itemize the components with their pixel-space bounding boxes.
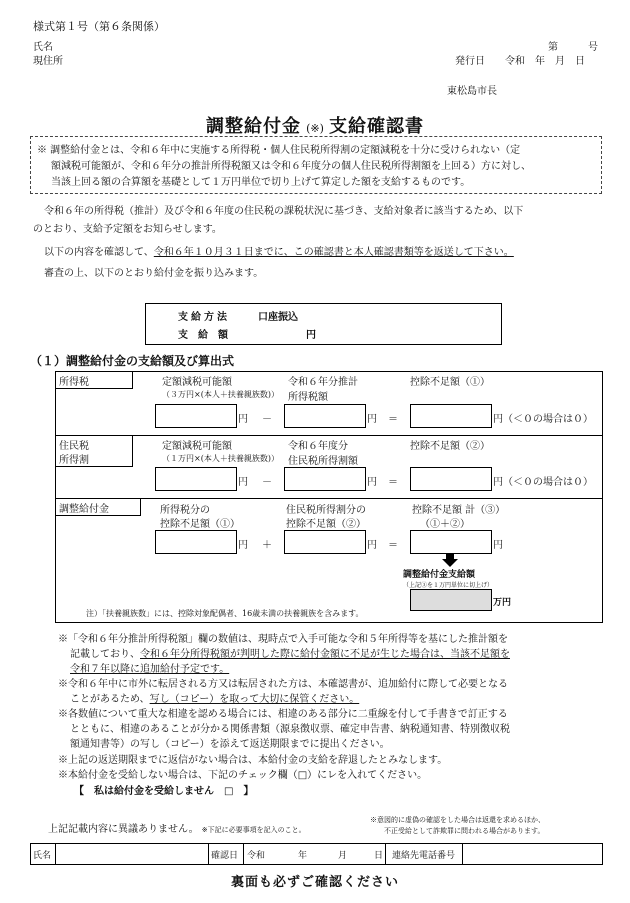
sig-phone-label: 連絡先電話番号 — [392, 851, 456, 861]
definition-note — [30, 136, 602, 194]
note-2c: 写し（コピー）を取って大切に保管ください。 — [149, 694, 360, 705]
adjustment-plus: ＋ — [262, 540, 272, 551]
intro-p1a: 令和６年の所得税（推計）及び令和６年度の住民税の課税状況に基づき、支給対象者に該当するため、以下 — [44, 206, 524, 217]
adjustment-unit-1: 円 — [238, 540, 248, 551]
note-2-line2 — [70, 690, 359, 705]
adjustment-unit-3: 円 — [493, 540, 503, 551]
adjustment-col2-title-b: 控除不足額（②） — [286, 519, 366, 530]
sig-divider-1 — [55, 843, 56, 864]
note-1a: ※「令和６年分推計所得税額」欄の数値は、現時点で入手可能な令和５年所得等を基にした推計額を — [58, 634, 508, 645]
sig-divider-2 — [208, 843, 209, 864]
title-main: 調整給付金 — [206, 116, 301, 137]
title-sub: 支給確認書 — [329, 116, 424, 137]
income-tax-equals: ＝ — [388, 414, 398, 425]
note-2a: ※令和６年中に市外に転居される方又は転居された方は、本確認書が、追加給付に際して必要となる — [58, 679, 508, 690]
payment-amount-label: 支給額 — [178, 330, 238, 341]
result-title: 調整給付金支給額 — [403, 570, 476, 580]
decline-checkbox-line[interactable]: 【 私は給付金を受給しません □ 】 — [74, 786, 254, 797]
income-tax-label: 所得税 — [59, 377, 89, 388]
adjustment-col1-title-b: 控除不足額（①） — [160, 519, 240, 530]
adjustment-col2-title-a: 住民税所得割分の — [286, 505, 366, 516]
form-number: 様式第１号（第６条関係） — [33, 20, 165, 33]
page-title — [0, 112, 630, 138]
income-tax-col1-title: 定額減税可能額 — [162, 377, 232, 388]
intro-p1b: のとおり、支給予定額をお知らせします。 — [33, 224, 222, 235]
definition-line-2: 額減税可能額が、令和６年分の推計所得税額又は令和６年度分の個人住民税所得割額を上回る）方に対し、 — [51, 161, 531, 172]
table-divider-1 — [55, 435, 602, 436]
issue-number-prefix: 第 — [548, 42, 558, 53]
payout-unit: 万円 — [493, 598, 512, 608]
resident-tax-deduction-input[interactable] — [155, 467, 237, 491]
note-1-line2 — [70, 645, 510, 660]
note-3a: ※各数値について重大な相違を認める場合には、相違のある部分に二重線を付して手書きで訂正する — [58, 709, 508, 720]
income-tax-col2-title-b: 所得税額 — [288, 392, 328, 403]
definition-line-1: ※ 調整給付金とは、令和６年中に実施する所得税・個人住民税所得割の定額減税を十分に受けられない（定 — [37, 145, 521, 156]
resident-tax-col1-sub: （１万円×(本人＋扶養親族数)） — [162, 454, 279, 463]
footer-notice: 裏面も必ずご確認ください — [230, 875, 399, 890]
note-4: ※上記の返送期限までに返信がない場合は、本給付金の支給を辞退したとみなします。 — [58, 755, 448, 766]
resident-tax-col2-title-b: 住民税所得割額 — [288, 456, 358, 467]
definition-line-3: 当該上回る額の合算額を基礎として１万円単位で切り上げて算定した額を支給するものです。 — [51, 177, 471, 188]
name-label: 氏名 — [33, 42, 53, 53]
intro-p2a: 以下の内容を確認して、 — [44, 247, 154, 258]
section-1-heading: （１）調整給付金の支給額及び算出式 — [30, 354, 235, 368]
income-tax-unit-1: 円 — [238, 414, 248, 425]
adjustment-unit-2: 円 — [367, 540, 377, 551]
adjustment-total-shortfall-input[interactable] — [410, 530, 492, 554]
footnote: 注）「扶養親族数」には、控除対象配偶者、16歳未満の扶養親族を含みます。 — [86, 609, 364, 618]
intro-p2 — [44, 243, 514, 258]
payment-method-label: 支給方法 — [178, 312, 230, 323]
note-1b: 記載しており、 — [70, 649, 140, 660]
note-2b: ことがあるため、 — [70, 694, 150, 705]
income-tax-deduction-input[interactable] — [155, 404, 237, 428]
address-label: 現住所 — [33, 56, 63, 67]
adjustment-income-shortfall-input[interactable] — [155, 530, 237, 554]
resident-tax-label-a: 住民税 — [59, 441, 89, 452]
resident-tax-unit-2: 円 — [367, 477, 377, 488]
resident-tax-amount-input[interactable] — [284, 467, 366, 491]
issue-number-suffix: 号 — [588, 42, 598, 53]
resident-tax-col2-title-a: 令和６年度分 — [288, 441, 348, 452]
warning-b: 不正受給として詐欺罪に問われる場合があります。 — [384, 827, 545, 835]
issue-date: 発行日 令和 年 月 日 — [455, 56, 585, 67]
note-3b: とともに、相違のあることが分かる関係書類（源泉徴収票、確定申告書、納税通知書、特別徴収税 — [70, 724, 510, 735]
note-5: ※本給付金を受給しない場合は、下記のチェック欄（□）にレを入れてください。 — [58, 770, 428, 781]
confirm-statement-line — [48, 820, 306, 835]
payment-box — [145, 303, 502, 345]
income-tax-col2-title-a: 令和６年分推計 — [288, 377, 358, 388]
adjustment-label: 調整給付金 — [59, 504, 109, 515]
sig-name-input[interactable] — [57, 845, 206, 862]
confirm-statement: 上記記載内容に異議ありません。 — [48, 824, 199, 835]
sig-month: 月 — [338, 851, 348, 861]
adjustment-equals: ＝ — [388, 540, 398, 551]
intro-p2b-deadline: 令和６年１０月３１日までに、この確認書と本人確認書類等を返送して下さい。 — [153, 247, 514, 258]
income-tax-unit-2: 円 — [367, 414, 377, 425]
adjustment-col1-title-a: 所得税分の — [160, 505, 210, 516]
resident-tax-unit-1: 円 — [238, 477, 248, 488]
income-tax-estimate-input[interactable] — [284, 404, 366, 428]
resident-tax-cond: 円（＜０の場合は０） — [493, 477, 593, 488]
resident-tax-col3-title: 控除不足額（②） — [410, 441, 490, 452]
income-tax-col1-sub: （３万円×(本人＋扶養親族数)） — [162, 390, 279, 399]
adjustment-col3-title-a: 控除不足額 計（③） — [412, 505, 506, 516]
intro-p3: 審査の上、以下のとおり給付金を振り込みます。 — [44, 268, 264, 279]
income-tax-minus: － — [262, 414, 272, 425]
arrow-down-icon — [442, 553, 458, 567]
resident-tax-equals: ＝ — [388, 477, 398, 488]
sig-era: 令和 — [247, 851, 266, 861]
resident-tax-label-b: 所得割 — [59, 455, 89, 466]
income-tax-shortfall-input[interactable] — [410, 404, 492, 428]
issuer: 東松島市長 — [447, 86, 497, 97]
result-sub: （上記③を１万円単位に切上げ） — [403, 582, 494, 589]
sig-name-label: 氏名 — [33, 851, 52, 861]
income-tax-cond: 円（＜０の場合は０） — [493, 414, 593, 425]
sig-year: 年 — [298, 851, 308, 861]
title-mark: (※) — [306, 122, 324, 135]
payment-amount-unit: 円 — [306, 330, 316, 341]
note-1c: 令和６年分所得税額が判明した際に給付金額に不足が生じた場合は、当該不足額を — [140, 649, 510, 660]
note-1d: 令和７年以降に追加給付予定です。 — [70, 664, 230, 675]
confirm-statement-note: ※下記に必要事項を記入のこと。 — [201, 826, 306, 834]
sig-phone-input[interactable] — [464, 845, 599, 862]
sig-day: 日 — [374, 851, 384, 861]
payout-amount-input[interactable] — [410, 589, 492, 611]
resident-tax-shortfall-input[interactable] — [410, 467, 492, 491]
note-3c: 額通知書等）の写し（コピー）を添えて返送期限までに提出ください。 — [70, 739, 390, 750]
adjustment-col3-title-b: （①＋②） — [420, 519, 470, 530]
resident-tax-col1-title: 定額減税可能額 — [162, 441, 232, 452]
sig-divider-4 — [385, 843, 386, 864]
income-tax-col3-title: 控除不足額（①） — [410, 377, 490, 388]
payment-method-value: 口座振込 — [258, 312, 298, 323]
sig-divider-3 — [243, 843, 244, 864]
resident-tax-minus: － — [262, 477, 272, 488]
sig-divider-5 — [462, 843, 463, 864]
warning-a: ※意図的に虚偽の確認をした場合は返還を求めるほか、 — [370, 816, 545, 824]
sig-date-label: 確認日 — [211, 851, 239, 861]
adjustment-resident-shortfall-input[interactable] — [284, 530, 366, 554]
